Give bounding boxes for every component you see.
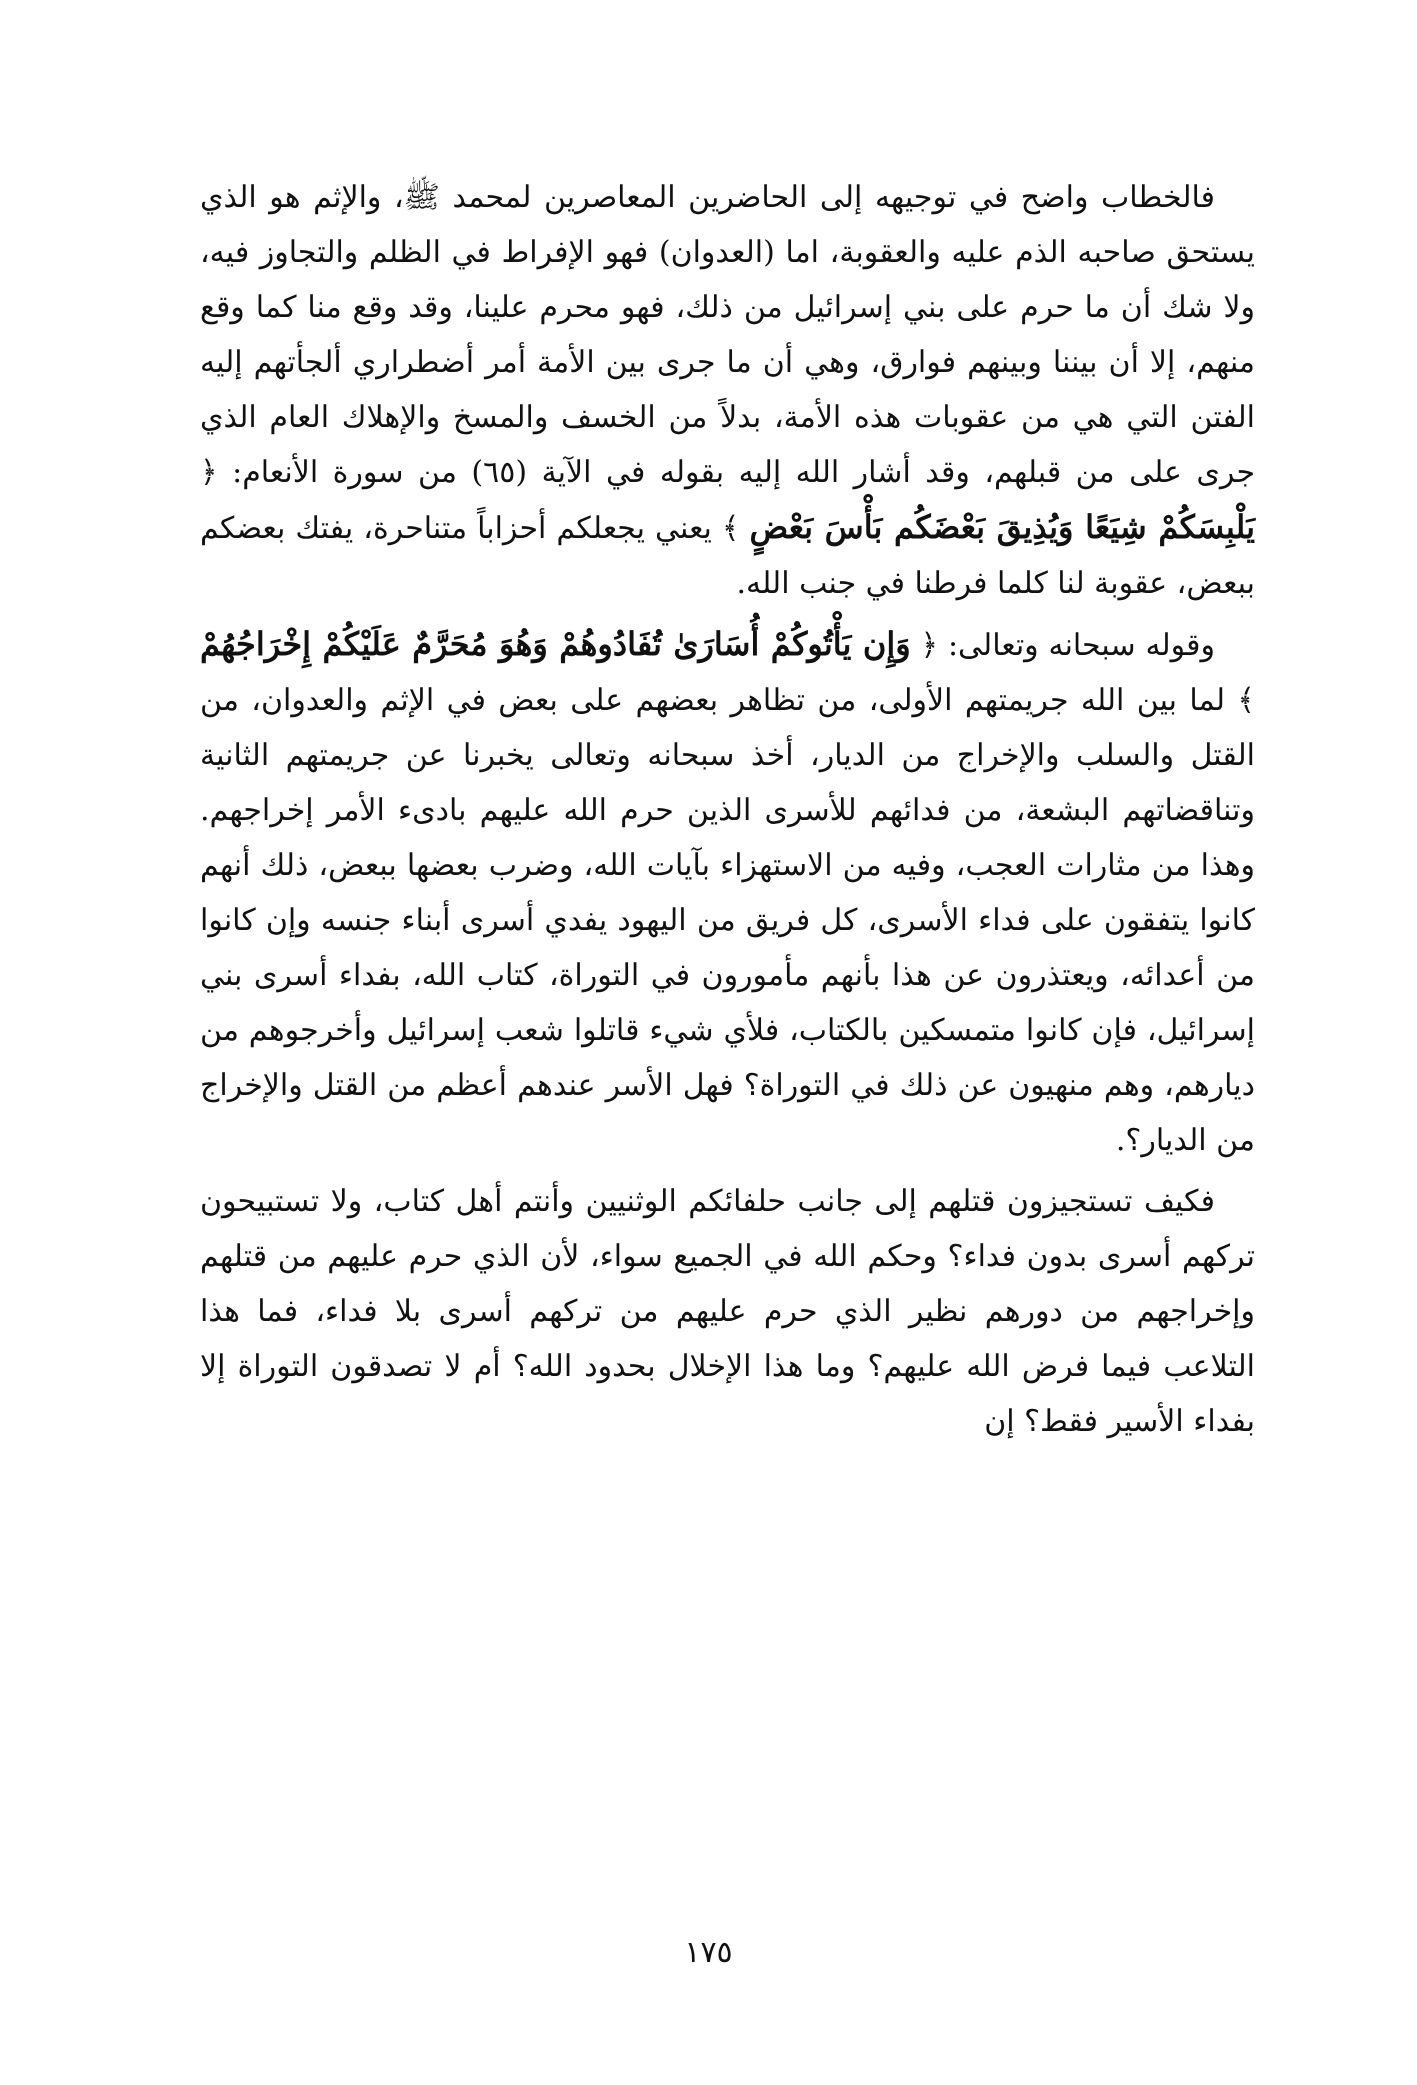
paragraph-text: فكيف تستجيزون قتلهم إلى جانب حلفائكم الوثنيين وأنتم أهل كتاب، ولا تستبيحون تركهم أسرى بدون فداء؟ وحكم الله في الجميع سواء، لأن الذي حرم عليهم من قتلهم وإخراجهم من دورهم نظير الذي حرم عليهم من تركهم أسرى بلا فداء، فما هذا التلاعب فيما فرض الله عليهم؟ وما هذا الإخلال بحدود الله؟ أم لا تصدقون التوراة إلا بفداء الأسير فقط؟ إن [200,1184,1255,1439]
paragraph-text: فالخطاب واضح في توجيهه إلى الحاضرين المعاصرين لمحمد ﷺ، والإثم هو الذي يستحق صاحبه الذم عليه والعقوبة، اما (العدوان) فهو الإفراط في الظلم والتجاوز فيه، ولا شك أن ما حرم على بني إسرائيل من ذلك، فهو محرم علينا، وقد وقع منا كما وقع منهم، إلا أن بيننا وبينهم فوارق، وهي أن ما جرى بين الأمة أمر أضطراري ألجأتهم إليه الفتن التي هي من عقوبات هذه الأمة، بدلاً من الخسف والمسخ والإهلاك العام الذي جرى على من قبلهم، وقد أشار الله إليه بقوله في الآية (٦٥) من سورة الأنعام: ﴿ [200,180,1255,490]
paragraph-text: وقوله سبحانه وتعالى: ﴿ [910,628,1216,663]
body-text [200,170,1255,1449]
paragraph [200,1174,1255,1449]
paragraph [200,170,1255,611]
paragraph-text: ﴾ يعني يجعلكم أحزاباً متناحرة، يفتك بعضكم ببعض، عقوبة لنا كلما فرطنا في جنب الله. [200,511,1255,601]
paragraph-text: ﴾ لما بين الله جريمتهم الأولى، من تظاهر بعضهم على بعض في الإثم والعدوان، من القتل والسلب والإخراج من الديار، أخذ سبحانه وتعالى يخبرنا عن جريمتهم الثانية وتناقضاتهم البشعة، من فدائهم للأسرى الذين حرم الله عليهم بادىء الأمر إخراجهم. وهذا من مثارات العجب، وفيه من الاستهزاء بآيات الله، وضرب بعضها ببعض، ذلك أنهم كانوا يتفقون على فداء الأسرى، كل فريق من اليهود يفدي أسرى أبناء جنسه وإن كانوا من أعدائه، ويعتذرون عن هذا بأنهم مأمورون في التوراة، كتاب الله، بفداء أسرى بني إسرائيل، فإن كانوا متمسكين بالكتاب، فلأي شيء قاتلوا شعب إسرائيل وأخرجوهم من ديارهم، وهم منهيون عن ذلك في التوراة؟ فهل الأسر عندهم أعظم من القتل والإخراج من الديار؟. [200,683,1255,1158]
quran-verse: وَإِن يَأْتُوكُمْ أُسَارَىٰ تُفَادُوهُمْ وَهُوَ مُحَرَّمٌ عَلَيْكُمْ إِخْرَاجُهُمْ [200,625,911,663]
page-number: ١٧٥ [684,1935,733,1970]
paragraph [200,617,1255,1168]
quran-verse: يَلْبِسَكُمْ شِيَعًا وَيُذِيقَ بَعْضَكُم بَأْسَ بَعْضٍ [749,508,1256,546]
